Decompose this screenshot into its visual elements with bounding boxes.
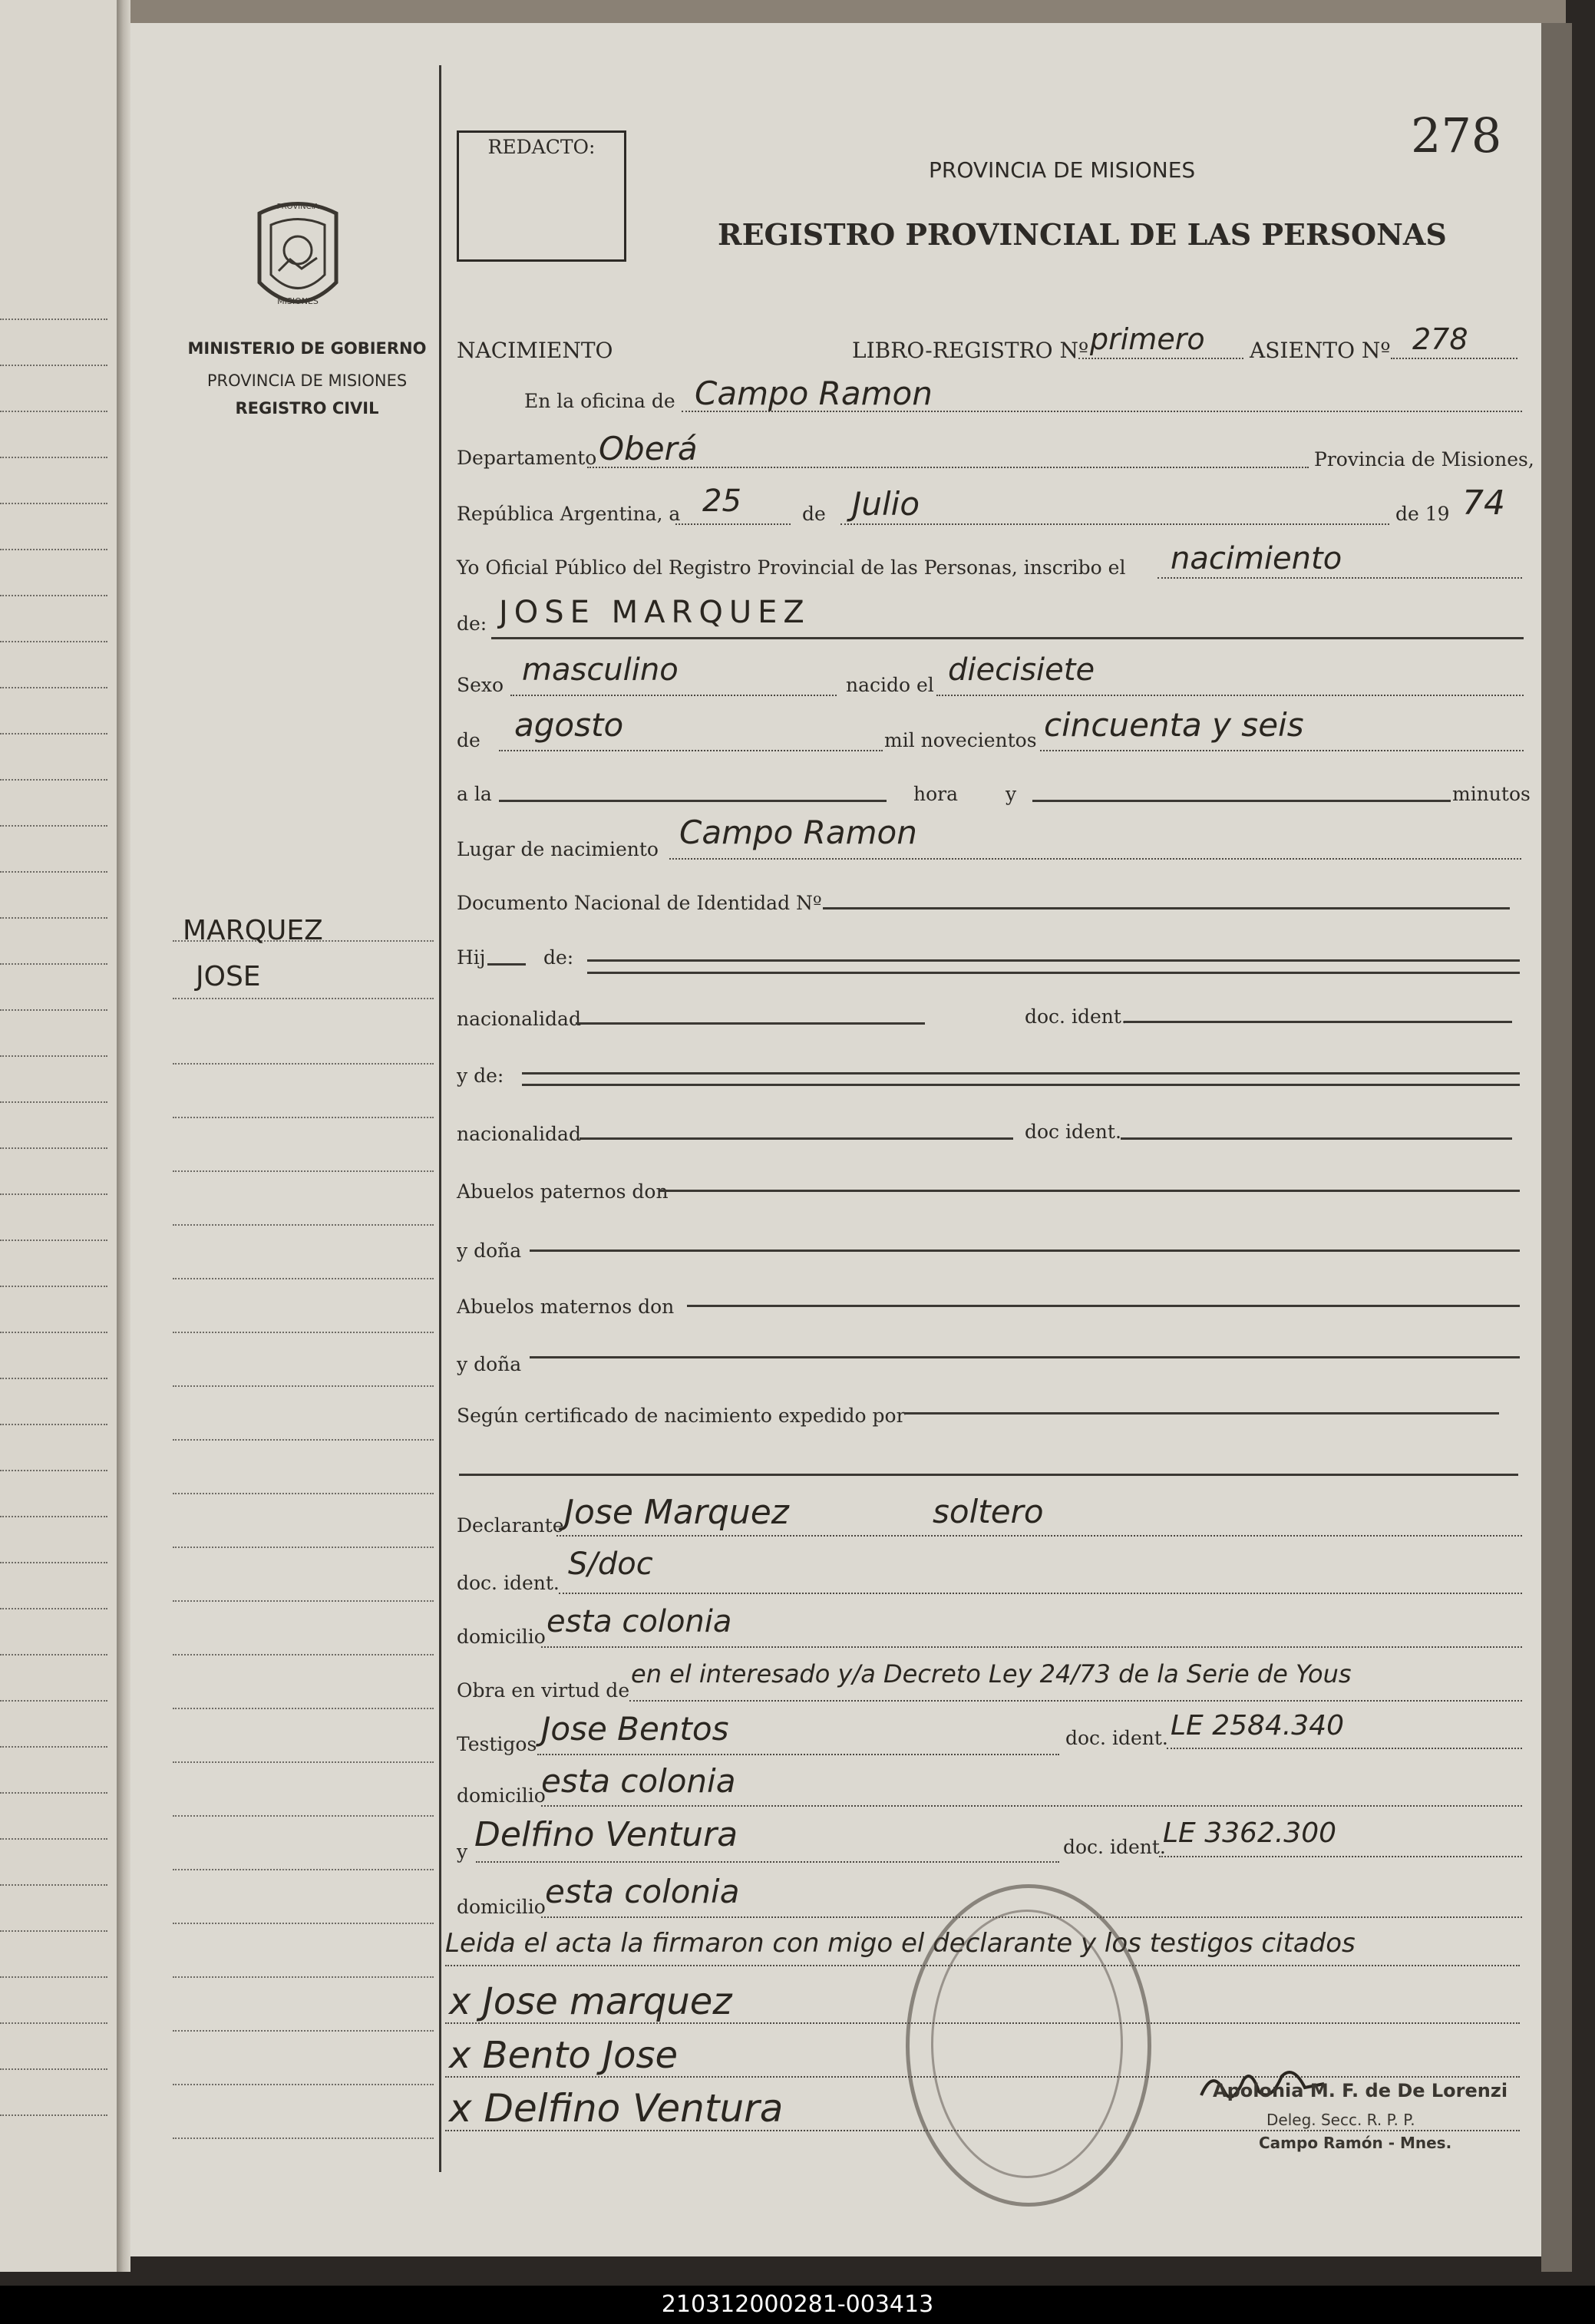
mil-novecientos-label: mil novecientos [884,729,1037,751]
lugar-label: Lugar de nacimiento [457,838,659,860]
seal-bottom-text: MISIONES [277,296,319,306]
libro-registro-label: LIBRO-REGISTRO Nº [852,338,1089,363]
margin-surname: MARQUEZ [183,915,323,946]
province-label: PROVINCIA DE MISIONES [206,371,408,390]
official-round-stamp [906,1884,1151,2207]
ministry-label: MINISTERIO DE GOBIERNO [187,339,427,358]
book-gutter [117,0,130,2272]
image-id-footer: 210312000281-003413 [0,2286,1595,2324]
domicilio-label-3: domicilio [457,1896,546,1918]
obra-label: Obra en virtud de [457,1679,630,1702]
declarante-value: Jose Marquez [564,1493,789,1532]
segun-label: Según certificado de nacimiento expedido por [457,1405,906,1427]
testigos-label: Testigos [457,1733,537,1755]
book-cover-edge [130,0,1566,23]
anio-value: 74 [1462,484,1505,523]
testigo2-doc-value: LE 3362.300 [1163,1817,1337,1849]
page-number: 278 [1411,107,1502,163]
seal-top-text: PROVINCIA [276,203,319,211]
signature-testigo2: x Delfino Ventura [449,2086,784,2131]
testigo1-domicilio-value: esta colonia [541,1762,736,1800]
abuelos-paternos-label: Abuelos paternos don [457,1180,669,1203]
libro-value: primero [1090,322,1205,356]
declarante-label: Declarante [457,1514,564,1537]
hij-de-label: de: [543,946,574,969]
oficina-value: Campo Ramon [695,375,933,412]
abuelos-maternos-label: Abuelos maternos don [457,1296,675,1318]
nacido-mes-value: agosto [514,706,624,744]
domicilio-label-1: domicilio [457,1626,546,1648]
nacionalidad-label-1: nacionalidad [457,1008,581,1030]
asiento-value: 278 [1412,322,1468,356]
signature-declarante: x Jose marquez [449,1980,732,2023]
y-dona-label-2: y doña [457,1353,522,1375]
inscribe-value: nacimiento [1171,541,1342,576]
de-label-1: de [802,503,826,525]
de-colon-label: de: [457,612,487,635]
redacto-box [457,130,626,262]
province-heading: PROVINCIA DE MISIONES [929,157,1196,183]
nacido-anio-value: cincuenta y seis [1044,706,1304,744]
redacto-label: REDACTO: [487,136,596,158]
y-de-label: y de: [457,1065,504,1087]
estado-value: soltero [933,1493,1044,1530]
domicilio-label-2: domicilio [457,1784,546,1807]
book-edge [1541,23,1572,2272]
declarante-doc-value: S/doc [568,1547,653,1582]
column-divider [439,65,441,2172]
sexo-value: masculino [522,652,679,688]
sexo-label: Sexo [457,674,504,696]
doc-ident-label-2: doc ident. [1025,1121,1121,1143]
signature-testigo1: x Bento Jose [449,2034,679,2077]
declarante-domicilio-value: esta colonia [547,1604,732,1639]
dni-label: Documento Nacional de Identidad Nº [457,892,822,914]
margin-name: JOSE [196,961,261,992]
official-place-stamp: Campo Ramón - Mnes. [1259,2134,1452,2152]
y-label-1: y [1006,783,1017,805]
testigo1-value: Jose Bentos [541,1710,729,1748]
asiento-label: ASIENTO Nº [1250,338,1391,363]
nacimiento-label: NACIMIENTO [457,338,613,363]
civil-registry-label: REGISTRO CIVIL [235,399,379,418]
registry-heading: REGISTRO PROVINCIAL DE LAS PERSONAS [718,217,1447,252]
oficina-label: En la oficina de [524,390,675,412]
official-title-stamp: Deleg. Secc. R. P. P. [1266,2111,1415,2129]
yo-oficial-label: Yo Oficial Público del Registro Provincial de las Personas, inscribo el [457,556,1126,579]
hij-label: Hij [457,946,486,969]
nacido-dia-value: diecisiete [948,652,1095,688]
hora-label: hora [913,783,959,805]
de-19-label: de 19 [1395,503,1450,525]
doc-ident-label-4: doc. ident. [1065,1727,1168,1749]
mes-value: Julio [852,485,920,523]
nacionalidad-label-2: nacionalidad [457,1123,581,1145]
republica-label: República Argentina, a [457,503,681,525]
province-seal [244,198,352,321]
y-label-2: y [457,1840,468,1863]
minutos-label: minutos [1452,783,1531,805]
departamento-value: Oberá [599,430,698,467]
a-la-label: a la [457,783,492,805]
doc-ident-label-5: doc. ident. [1063,1836,1166,1858]
testigo2-value: Delfino Ventura [474,1815,738,1854]
departamento-label: Departamento [457,447,597,469]
doc-ident-label-3: doc. ident. [457,1572,560,1594]
leida-text: Leida el acta la firmaron con migo el declarante y los testigos citados [445,1928,1356,1959]
nombre-value: JOSE MARQUEZ [499,595,811,630]
provincia-misiones-label: Provincia de Misiones, [1314,448,1534,470]
de-label-2: de [457,729,480,751]
official-name-stamp: Apolonia M. F. de De Lorenzi [1213,2080,1508,2101]
dia-value: 25 [702,484,741,519]
testigo1-doc-value: LE 2584.340 [1171,1710,1345,1741]
testigo2-domicilio-value: esta colonia [545,1873,740,1910]
obra-value: en el interesado y/a Decreto Ley 24/73 de la Serie de Yous [631,1659,1352,1689]
lugar-value: Campo Ramon [679,814,917,851]
doc-ident-label-1: doc. ident. [1025,1005,1128,1028]
y-dona-label-1: y doña [457,1240,522,1262]
nacido-el-label: nacido el [846,674,934,696]
